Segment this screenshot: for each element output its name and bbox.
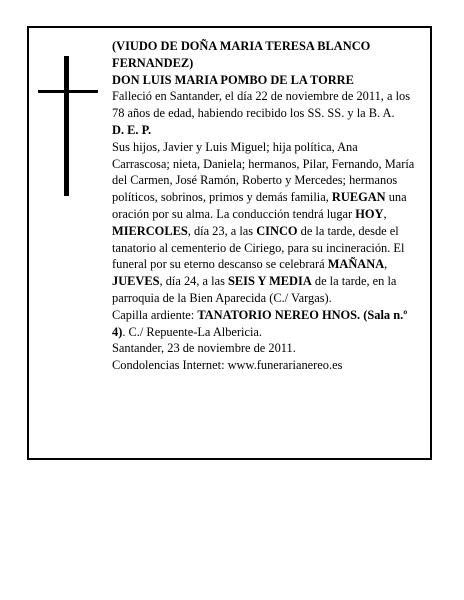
cross-vertical-bar (64, 56, 69, 196)
hoy-bold: HOY (355, 206, 384, 221)
cinco-bold: CINCO (256, 223, 298, 238)
miercoles-bold: MIERCOLES (112, 223, 188, 238)
notice-body (112, 38, 418, 374)
comma-separator-2: , (384, 257, 388, 272)
chapel-label: Capilla ardiente: (112, 307, 198, 322)
church-text: de la tarde, en la parroquia de la Bien Aparecida (C./ Vargas). (112, 274, 397, 305)
chapel-address: . C./ Repuente-La Albericia. (122, 324, 263, 339)
condolences-line: Condolencias Internet: www.funerarianereo.es (112, 358, 343, 373)
widower-line: (VIUDO DE DOÑA MARIA TERESA BLANCO FERNANDEZ) (112, 39, 371, 70)
comma-separator: , (383, 206, 387, 221)
cross-icon (38, 56, 98, 196)
manana-bold: MAÑANA (327, 257, 385, 272)
conduction-text: de la tarde, desde el tanatorio al cementerio de Ciriego, para su incineración. El funeral por su eterno descanso se celebrará (112, 223, 405, 272)
family-paragraph (112, 139, 418, 307)
deceased-name: DON LUIS MARIA POMBO DE LA TORRE (112, 72, 354, 87)
request-text: una oración por su alma. La conducción tendrá lugar (112, 190, 407, 221)
request-bold: RUEGAN (331, 190, 386, 205)
jueves-bold: JUEVES (112, 274, 160, 289)
cross-horizontal-bar (38, 90, 98, 93)
seis-media-bold: SEIS Y MEDIA (228, 274, 312, 289)
day24-text: , día 24, a las (159, 274, 228, 289)
chapel-name: TANATORIO NEREO HNOS. (Sala n.º 4) (112, 307, 408, 339)
death-details: Falleció en Santander, el día 22 de noviembre de 2011, a los 78 años de edad, habiendo recibido los SS. SS. y la B. A. (112, 89, 411, 121)
chapel-line (112, 307, 418, 341)
day23-text: , día 23, a las (187, 223, 257, 238)
family-list: Sus hijos, Javier y Luis Miguel; hija política, Ana Carrascosa; nieta, Daniela; hermanos, Pilar, Fernando, María del Carmen, José Ramón, Roberto y Mercedes; hermanos políticos, sobrinos, primos y demás familia, (112, 139, 415, 205)
place-date: Santander, 23 de noviembre de 2011. (112, 341, 296, 356)
rip-line: D. E. P. (112, 122, 152, 137)
